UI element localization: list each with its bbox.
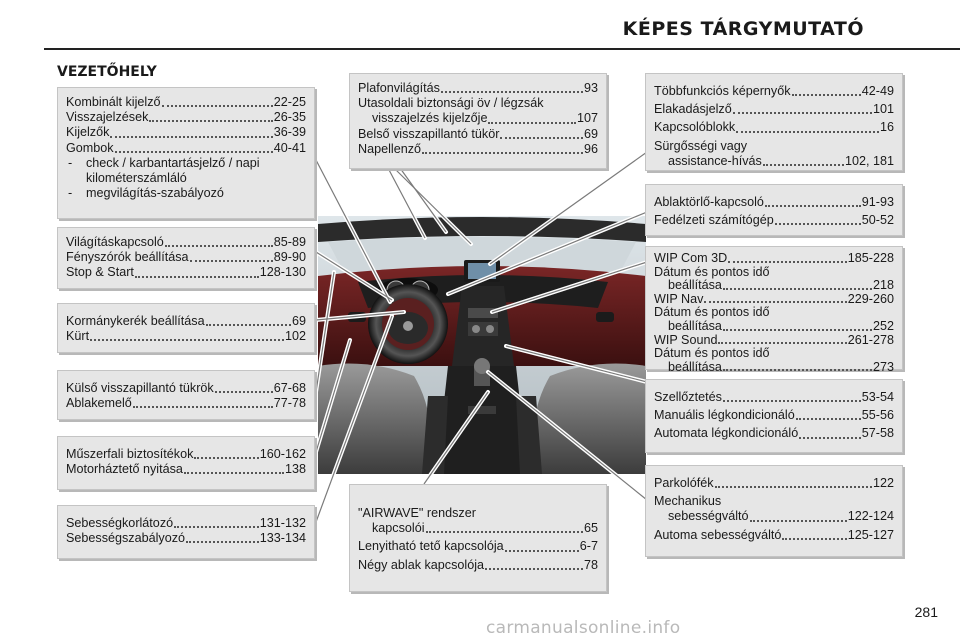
index-entry[interactable]: Külső visszapillantó tükrök 67-68 bbox=[66, 381, 306, 395]
index-box-steering bbox=[57, 303, 315, 353]
index-entry[interactable]: Belső visszapillantó tükör 69 bbox=[358, 126, 598, 141]
index-entry[interactable]: visszajelzés kijelzője 107 bbox=[372, 111, 598, 126]
page-ref: 91-93 bbox=[861, 195, 894, 209]
index-box-speed-control bbox=[57, 505, 315, 559]
index-entry[interactable]: Automata légkondicionáló 57-58 bbox=[654, 426, 894, 441]
page-ref: 160-162 bbox=[259, 447, 306, 461]
page-ref: 55-56 bbox=[861, 408, 894, 423]
page-ref: 122-124 bbox=[847, 509, 894, 524]
index-entry-head: Sürgősségi vagy bbox=[654, 138, 748, 153]
index-box-wipers bbox=[645, 184, 903, 236]
page-ref: 78 bbox=[583, 557, 598, 572]
page-ref: 93 bbox=[583, 81, 598, 95]
index-entry[interactable]: sebességváltó 122-124 bbox=[668, 509, 894, 524]
index-entry[interactable]: Motorháztető nyitása 138 bbox=[66, 462, 306, 477]
index-entry[interactable]: Sebességszabályozó 133-134 bbox=[66, 531, 306, 546]
index-box-mirrors bbox=[57, 370, 315, 420]
header-rule bbox=[44, 48, 960, 50]
index-entry-head: Dátum és pontos idő bbox=[654, 346, 770, 361]
index-box-transmission bbox=[645, 465, 903, 557]
index-entry-head: Mechanikus bbox=[654, 494, 722, 509]
index-box-fuses bbox=[57, 436, 315, 490]
page-ref: 128-130 bbox=[259, 265, 306, 280]
index-entry[interactable]: Világításkapcsoló 85-89 bbox=[66, 235, 306, 249]
page-ref: 102 bbox=[284, 329, 306, 344]
index-box-instrument-cluster bbox=[57, 87, 315, 219]
page-ref: 77-78 bbox=[273, 396, 306, 411]
page-ref: 229-260 bbox=[847, 291, 894, 306]
watermark: carmanualsonline.info bbox=[486, 618, 681, 638]
page-ref: 67-68 bbox=[273, 381, 306, 395]
page-ref: 122 bbox=[872, 476, 894, 490]
index-entry[interactable]: Szellőztetés 53-54 bbox=[654, 390, 894, 404]
page-ref: 42-49 bbox=[861, 84, 894, 98]
page-ref: 69 bbox=[583, 126, 598, 141]
page-ref: 16 bbox=[879, 120, 894, 135]
index-entry[interactable]: Gombok 40-41 bbox=[66, 140, 306, 155]
page-ref: 57-58 bbox=[861, 426, 894, 441]
index-entry[interactable]: Kürt 102 bbox=[66, 329, 306, 344]
index-entry[interactable]: Kijelzők 36-39 bbox=[66, 125, 306, 140]
index-entry[interactable]: Plafonvilágítás 93 bbox=[358, 81, 598, 95]
page-ref: 185-228 bbox=[847, 251, 894, 265]
index-entry[interactable]: Manuális légkondicionáló 55-56 bbox=[654, 408, 894, 423]
index-box-ventilation bbox=[645, 379, 903, 453]
page-ref: 125-127 bbox=[847, 527, 894, 542]
page-number: 281 bbox=[914, 604, 938, 620]
index-entry[interactable]: beállítása 218 bbox=[668, 278, 894, 293]
index-box-roof bbox=[349, 484, 607, 592]
page-ref: 131-132 bbox=[259, 516, 306, 530]
index-entry[interactable]: Stop & Start 128-130 bbox=[66, 265, 306, 280]
page-ref: 65 bbox=[583, 521, 598, 536]
index-entry[interactable]: WIP Nav 229-260 bbox=[654, 291, 894, 306]
index-entry[interactable]: Napellenző 96 bbox=[358, 141, 598, 156]
page-ref: 252 bbox=[872, 318, 894, 333]
index-entry[interactable]: Automa sebességváltó 125-127 bbox=[654, 527, 894, 542]
page-ref: 69 bbox=[291, 314, 306, 328]
index-entry[interactable]: Fedélzeti számítógép 50-52 bbox=[654, 213, 894, 228]
page-ref: 85-89 bbox=[273, 235, 306, 249]
page-ref: 22-25 bbox=[273, 95, 306, 109]
page-ref: 273 bbox=[872, 359, 894, 374]
page-ref: 102, 181 bbox=[844, 153, 894, 168]
page-ref: 133-134 bbox=[259, 531, 306, 546]
index-entry[interactable]: WIP Sound 261-278 bbox=[654, 332, 894, 347]
sub-item: - megvilágítás-szabályozó bbox=[68, 186, 224, 201]
index-box-ceiling bbox=[349, 73, 607, 169]
page-ref: 218 bbox=[872, 278, 894, 293]
index-entry[interactable]: WIP Com 3D 185-228 bbox=[654, 251, 894, 265]
index-entry[interactable]: Kombinált kijelző 22-25 bbox=[66, 95, 306, 109]
index-entry[interactable]: assistance-hívás 102, 181 bbox=[668, 153, 894, 168]
index-entry[interactable]: Elakadásjelző 101 bbox=[654, 102, 894, 117]
page-ref: 101 bbox=[872, 102, 894, 117]
index-entry[interactable]: Parkolófék 122 bbox=[654, 476, 894, 490]
car-interior-illustration bbox=[318, 216, 646, 474]
page-ref: 53-54 bbox=[861, 390, 894, 404]
index-entry[interactable]: kapcsolói 65 bbox=[372, 521, 598, 536]
page-ref: 89-90 bbox=[273, 250, 306, 265]
page-ref: 138 bbox=[284, 462, 306, 477]
index-box-lighting bbox=[57, 227, 315, 289]
page-title: KÉPES TÁRGYMUTATÓ bbox=[622, 18, 864, 40]
page-ref: 261-278 bbox=[847, 332, 894, 347]
index-entry[interactable]: Műszerfali biztosítékok 160-162 bbox=[66, 447, 306, 461]
sub-item: - check / karbantartásjelző / napi kilométerszámláló bbox=[68, 155, 260, 186]
index-entry[interactable]: Fényszórók beállítása 89-90 bbox=[66, 250, 306, 265]
index-entry[interactable]: Lenyitható tető kapcsolója 6-7 bbox=[358, 539, 598, 554]
index-entry-head: Utasoldali biztonsági öv / légzsák bbox=[358, 96, 544, 111]
page-ref: 40-41 bbox=[273, 140, 306, 155]
dashboard-photo bbox=[318, 216, 646, 474]
index-entry[interactable]: Visszajelzések 26-35 bbox=[66, 110, 306, 125]
page-ref: 107 bbox=[576, 111, 598, 126]
index-entry[interactable]: beállítása 252 bbox=[668, 318, 894, 333]
index-entry-head: "AIRWAVE" rendszer bbox=[358, 506, 476, 520]
section-title: VEZETŐHELY bbox=[57, 64, 157, 80]
index-entry[interactable]: Többfunkciós képernyők 42-49 bbox=[654, 84, 894, 98]
index-box-audio-navigation bbox=[645, 246, 903, 374]
index-box-multifunction bbox=[645, 73, 903, 171]
page-ref: 36-39 bbox=[273, 125, 306, 140]
page-ref: 96 bbox=[583, 141, 598, 156]
page-ref: 50-52 bbox=[861, 213, 894, 228]
index-entry[interactable]: Négy ablak kapcsolója 78 bbox=[358, 557, 598, 572]
index-entry[interactable]: Ablakemelő 77-78 bbox=[66, 396, 306, 411]
index-entry-head: Dátum és pontos idő bbox=[654, 305, 770, 320]
index-entry[interactable]: beállítása 273 bbox=[668, 359, 894, 374]
index-entry[interactable]: Sebességkorlátozó 131-132 bbox=[66, 516, 306, 530]
index-entry-head: Dátum és pontos idő bbox=[654, 264, 770, 279]
index-entry[interactable]: Ablaktörlő-kapcsoló 91-93 bbox=[654, 195, 894, 209]
page-ref: 26-35 bbox=[273, 110, 306, 125]
page-ref: 6-7 bbox=[579, 539, 598, 554]
index-entry[interactable]: Kormánykerék beállítása 69 bbox=[66, 314, 306, 328]
index-entry[interactable]: Kapcsolóblokk 16 bbox=[654, 120, 894, 135]
